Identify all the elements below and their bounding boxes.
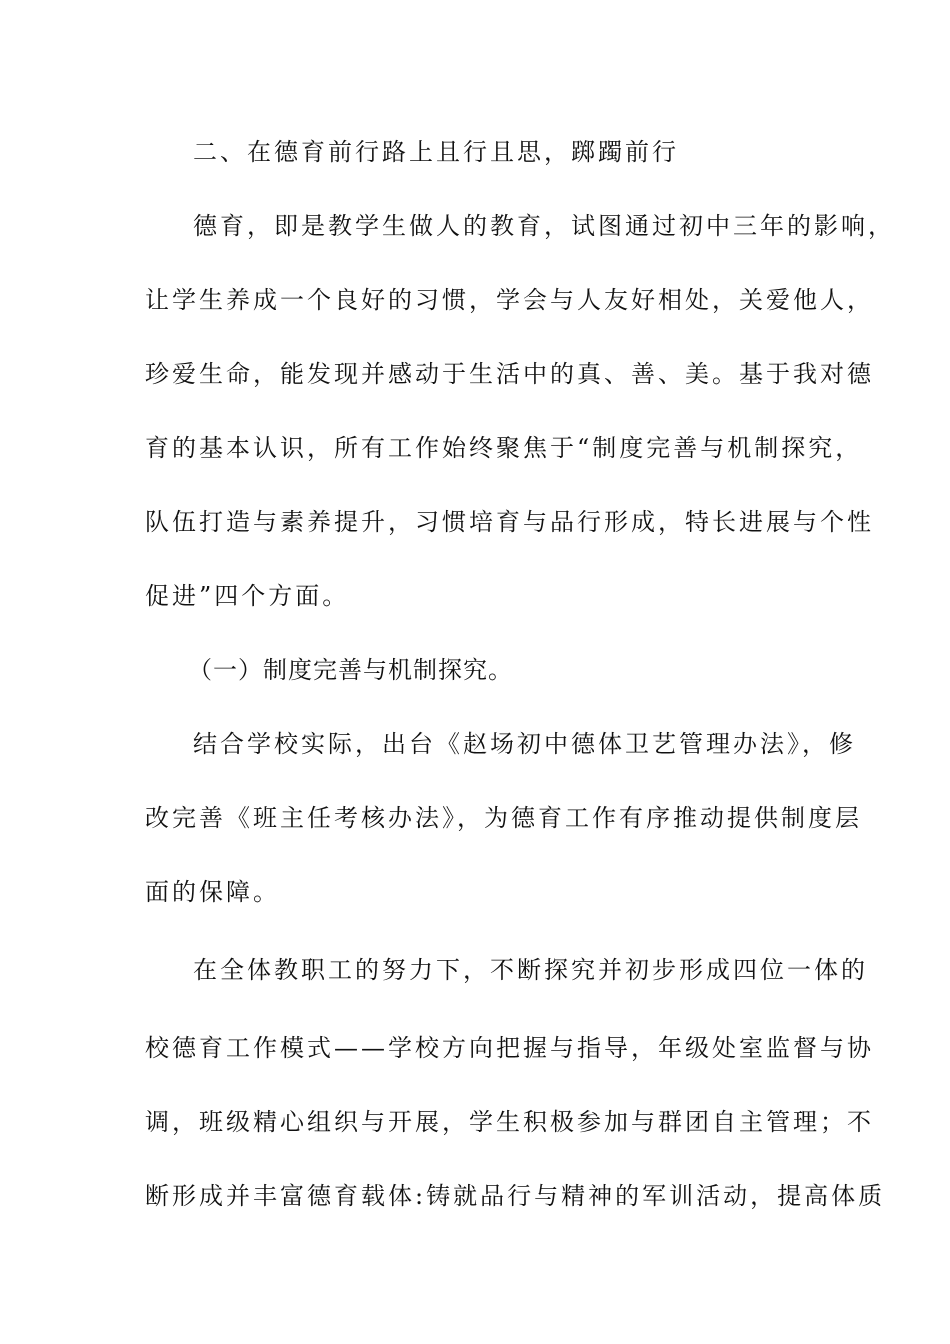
paragraph-line: 在全体教职工的努力下，不断探究并初步形成四位一体的	[193, 956, 868, 984]
paragraph-line: 断形成并丰富德育载体:铸就品行与精神的军训活动，提高体质	[145, 1182, 886, 1210]
section-heading: 二、在德育前行路上且行且思，踯躅前行	[193, 138, 679, 166]
paragraph-line: 队伍打造与素养提升，习惯培育与品行形成，特长进展与个性	[145, 508, 874, 536]
paragraph-line: 结合学校实际，出台《赵场初中德体卫艺管理办法》，修	[193, 730, 856, 758]
subsection-heading: （一）制度完善与机制探究。	[188, 656, 513, 684]
paragraph-line: 德育，即是教学生做人的教育，试图通过初中三年的影响，	[193, 212, 895, 240]
paragraph-line: 育的基本认识，所有工作始终聚焦于“制度完善与机制探究，	[145, 434, 863, 462]
paragraph-line: 校德育工作模式——学校方向把握与指导，年级处室监督与协	[145, 1034, 874, 1062]
paragraph-line: 珍爱生命，能发现并感动于生活中的真、善、美。基于我对德	[145, 360, 874, 388]
paragraph-line: 让学生养成一个良好的习惯，学会与人友好相处，关爱他人，	[145, 286, 874, 314]
paragraph-line: 面的保障。	[145, 878, 280, 906]
paragraph-line: 调，班级精心组织与开展，学生积极参加与群团自主管理；不	[145, 1108, 874, 1136]
paragraph-line: 促进”四个方面。	[145, 582, 350, 610]
paragraph-line: 改完善《班主任考核办法》，为德育工作有序推动提供制度层	[145, 804, 862, 832]
